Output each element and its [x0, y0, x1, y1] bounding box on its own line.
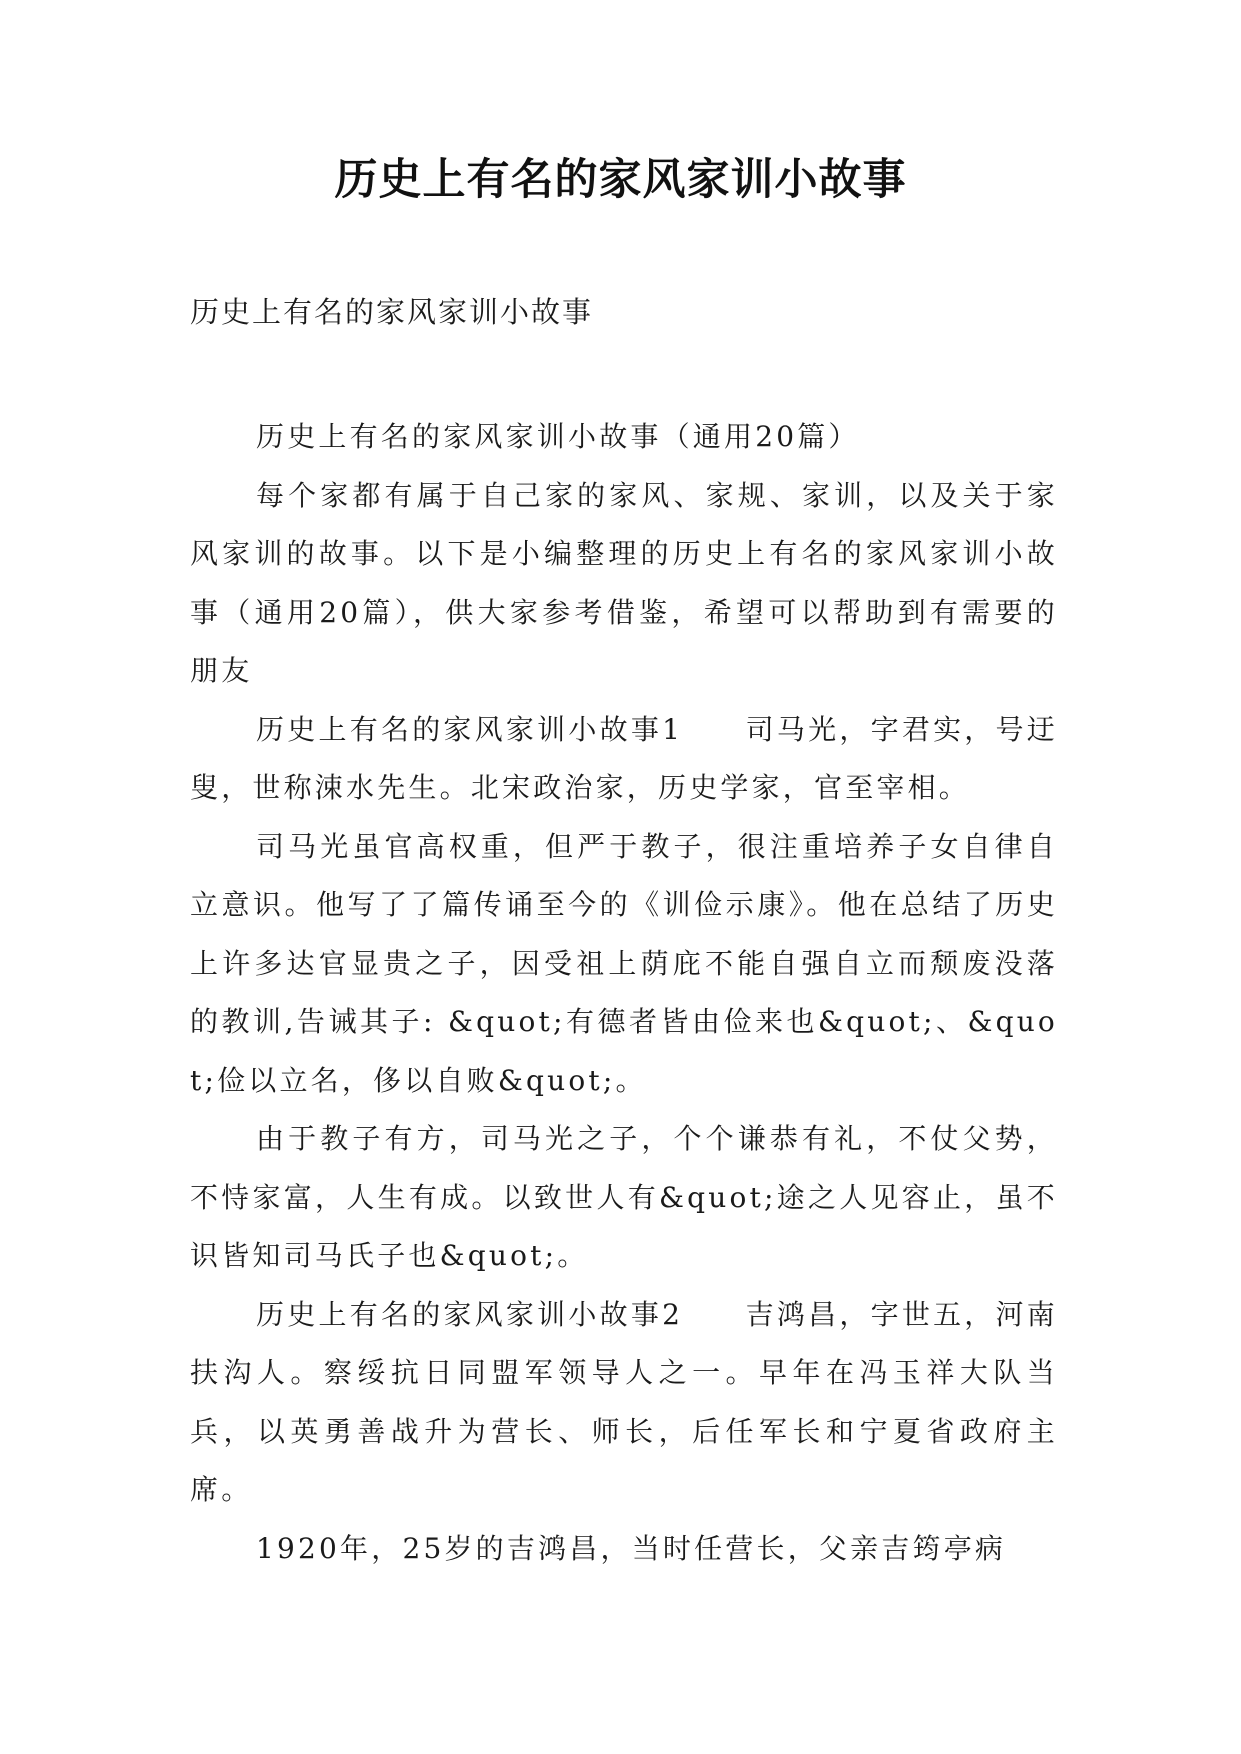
paragraph: 历史上有名的家风家训小故事1 司马光，字君实，号迂叟，世称涑水先生。北宋政治家，历史学家，官至宰相。 — [190, 712, 1058, 804]
document-subtitle: 历史上有名的家风家训小故事 — [190, 295, 594, 329]
paragraph: 由于教子有方，司马光之子，个个谦恭有礼，不仗父势，不恃家富，人生有成。以致世人有&quot;途之人见容止，虽不识皆知司马氏子也&quot;。 — [190, 1122, 1058, 1272]
document-body — [190, 408, 1058, 1578]
paragraph: 1920年，25岁的吉鸿昌，当时任营长，父亲吉筠亭病 — [256, 1531, 1007, 1565]
document-title: 历史上有名的家风家训小故事 — [334, 155, 907, 205]
paragraph: 每个家都有属于自己家的家风、家规、家训，以及关于家风家训的故事。以下是小编整理的历史上有名的家风家训小故事（通用20篇），供大家参考借鉴，希望可以帮助到有需要的朋友 — [190, 478, 1058, 687]
paragraph: 历史上有名的家风家训小故事2 吉鸿昌，字世五，河南扶沟人。察绥抗日同盟军领导人之一。早年在冯玉祥大队当兵，以英勇善战升为营长、师长，后任军长和宁夏省政府主席。 — [190, 1297, 1058, 1506]
paragraph: 司马光虽官高权重，但严于教子，很注重培养子女自律自立意识。他写了了篇传诵至今的《训俭示康》。他在总结了历史上许多达官显贵之子，因受祖上荫庇不能自强自立而颓废没落的教训,告诫其子: &quot;有德者皆由俭来也&quot;、&quot;俭以立名，侈以自败&quot;。 — [190, 829, 1058, 1097]
paragraph: 历史上有名的家风家训小故事（通用20篇） — [256, 420, 860, 453]
